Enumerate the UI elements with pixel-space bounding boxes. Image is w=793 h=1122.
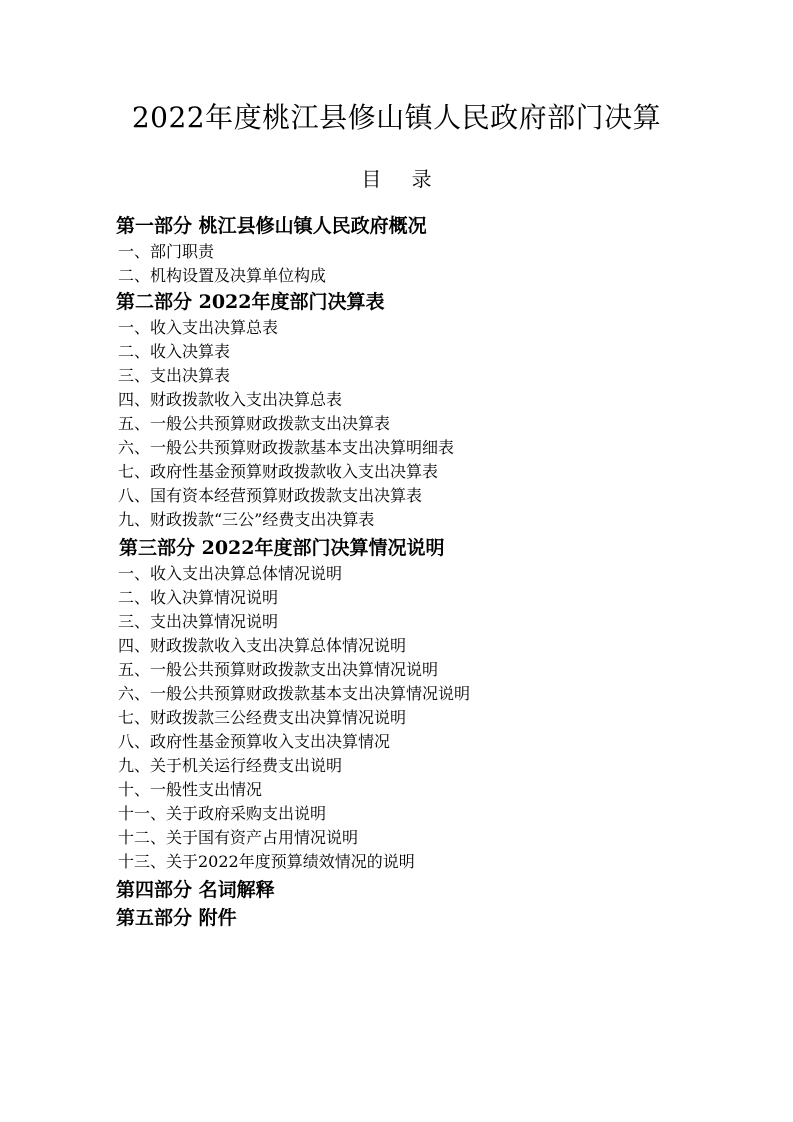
toc-part-3-title: 第三部分 2022年度部门决算情况说明 <box>119 537 445 559</box>
toc-item: 九、财政拨款“三公”经费支出决算表 <box>118 510 375 529</box>
toc-item: 八、国有资本经营预算财政拨款支出决算表 <box>118 486 423 505</box>
document-title: 2022年度桃江县修山镇人民政府部门决算 <box>131 101 662 134</box>
toc-part-1-title: 第一部分 桃江县修山镇人民政府概况 <box>116 215 427 237</box>
toc-item: 三、支出决算情况说明 <box>118 612 279 631</box>
toc-part-4-title: 第四部分 名词解释 <box>116 879 275 901</box>
toc-item: 一、收入支出决算总表 <box>118 318 279 337</box>
toc-item: 二、收入决算情况说明 <box>118 588 279 607</box>
toc-item: 五、一般公共预算财政拨款支出决算表 <box>118 414 391 433</box>
toc-item: 九、关于机关运行经费支出说明 <box>118 756 343 775</box>
toc-item: 一、收入支出决算总体情况说明 <box>118 564 343 583</box>
toc-item: 六、一般公共预算财政拨款基本支出决算明细表 <box>118 438 455 457</box>
toc-item: 七、财政拨款三公经费支出决算情况说明 <box>118 708 407 727</box>
toc-item: 二、机构设置及决算单位构成 <box>118 266 327 285</box>
toc-item: 八、政府性基金预算收入支出决算情况 <box>118 732 391 751</box>
toc-item: 一、部门职责 <box>118 242 215 261</box>
toc-item: 十、一般性支出情况 <box>118 780 263 799</box>
toc-item: 六、一般公共预算财政拨款基本支出决算情况说明 <box>118 684 471 703</box>
toc-item: 四、财政拨款收入支出决算总体情况说明 <box>118 636 407 655</box>
toc-item: 五、一般公共预算财政拨款支出决算情况说明 <box>118 660 439 679</box>
toc-item: 七、政府性基金预算财政拨款收入支出决算表 <box>118 462 439 481</box>
toc-part-5-title: 第五部分 附件 <box>116 907 237 929</box>
toc-item: 三、支出决算表 <box>118 366 231 385</box>
toc-heading: 目 录 <box>361 167 444 191</box>
toc-item: 十三、关于2022年度预算绩效情况的说明 <box>118 852 415 871</box>
toc-item: 四、财政拨款收入支出决算总表 <box>118 390 343 409</box>
toc-item: 二、收入决算表 <box>118 342 231 361</box>
toc-item: 十一、关于政府采购支出说明 <box>118 804 327 823</box>
toc-item: 十二、关于国有资产占用情况说明 <box>118 828 359 847</box>
toc-part-2-title: 第二部分 2022年度部门决算表 <box>116 291 385 313</box>
